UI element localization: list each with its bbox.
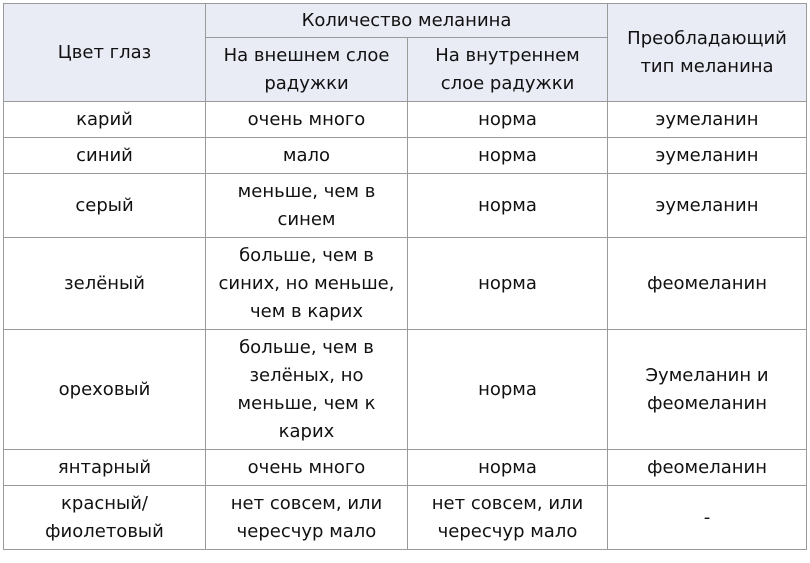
cell-outer: мало [206, 138, 408, 174]
header-outer-layer: На внешнем слое радужки [206, 38, 408, 102]
cell-eye-color: янтарный [4, 450, 206, 486]
cell-outer: меньше, чем в синем [206, 174, 408, 238]
table-row [4, 238, 807, 330]
cell-outer: нет совсем, или чересчур мало [206, 486, 408, 550]
table-row [4, 102, 807, 138]
cell-eye-color: карий [4, 102, 206, 138]
cell-inner: норма [408, 138, 608, 174]
table-row [4, 174, 807, 238]
cell-eye-color: ореховый [4, 330, 206, 450]
header-inner-layer: На внутреннем слое радужки [408, 38, 608, 102]
cell-eye-color: серый [4, 174, 206, 238]
table-row [4, 138, 807, 174]
cell-inner: норма [408, 102, 608, 138]
cell-eye-color: синий [4, 138, 206, 174]
cell-outer: очень много [206, 450, 408, 486]
cell-type: Эумеланин и феомеланин [608, 330, 807, 450]
table-row [4, 450, 807, 486]
cell-outer: больше, чем в синих, но меньше, чем в карих [206, 238, 408, 330]
header-eye-color: Цвет глаз [4, 4, 206, 102]
cell-inner: норма [408, 174, 608, 238]
cell-type: феомеланин [608, 238, 807, 330]
cell-inner: норма [408, 330, 608, 450]
cell-inner: нет совсем, или чересчур мало [408, 486, 608, 550]
cell-inner: норма [408, 450, 608, 486]
cell-outer: очень много [206, 102, 408, 138]
cell-inner: норма [408, 238, 608, 330]
cell-outer: больше, чем в зелёных, но меньше, чем к карих [206, 330, 408, 450]
header-row-1 [4, 4, 807, 38]
cell-type: эумеланин [608, 174, 807, 238]
cell-eye-color: зелёный [4, 238, 206, 330]
cell-type: феомеланин [608, 450, 807, 486]
cell-type: эумеланин [608, 102, 807, 138]
cell-type: эумеланин [608, 138, 807, 174]
cell-eye-color: красный/ фиолетовый [4, 486, 206, 550]
table-row [4, 486, 807, 550]
cell-type: - [608, 486, 807, 550]
header-dominant-type: Преобладающий тип меланина [608, 4, 807, 102]
header-melanin-amount: Количество меланина [206, 4, 608, 38]
eye-color-melanin-table [3, 3, 807, 550]
table-row [4, 330, 807, 450]
